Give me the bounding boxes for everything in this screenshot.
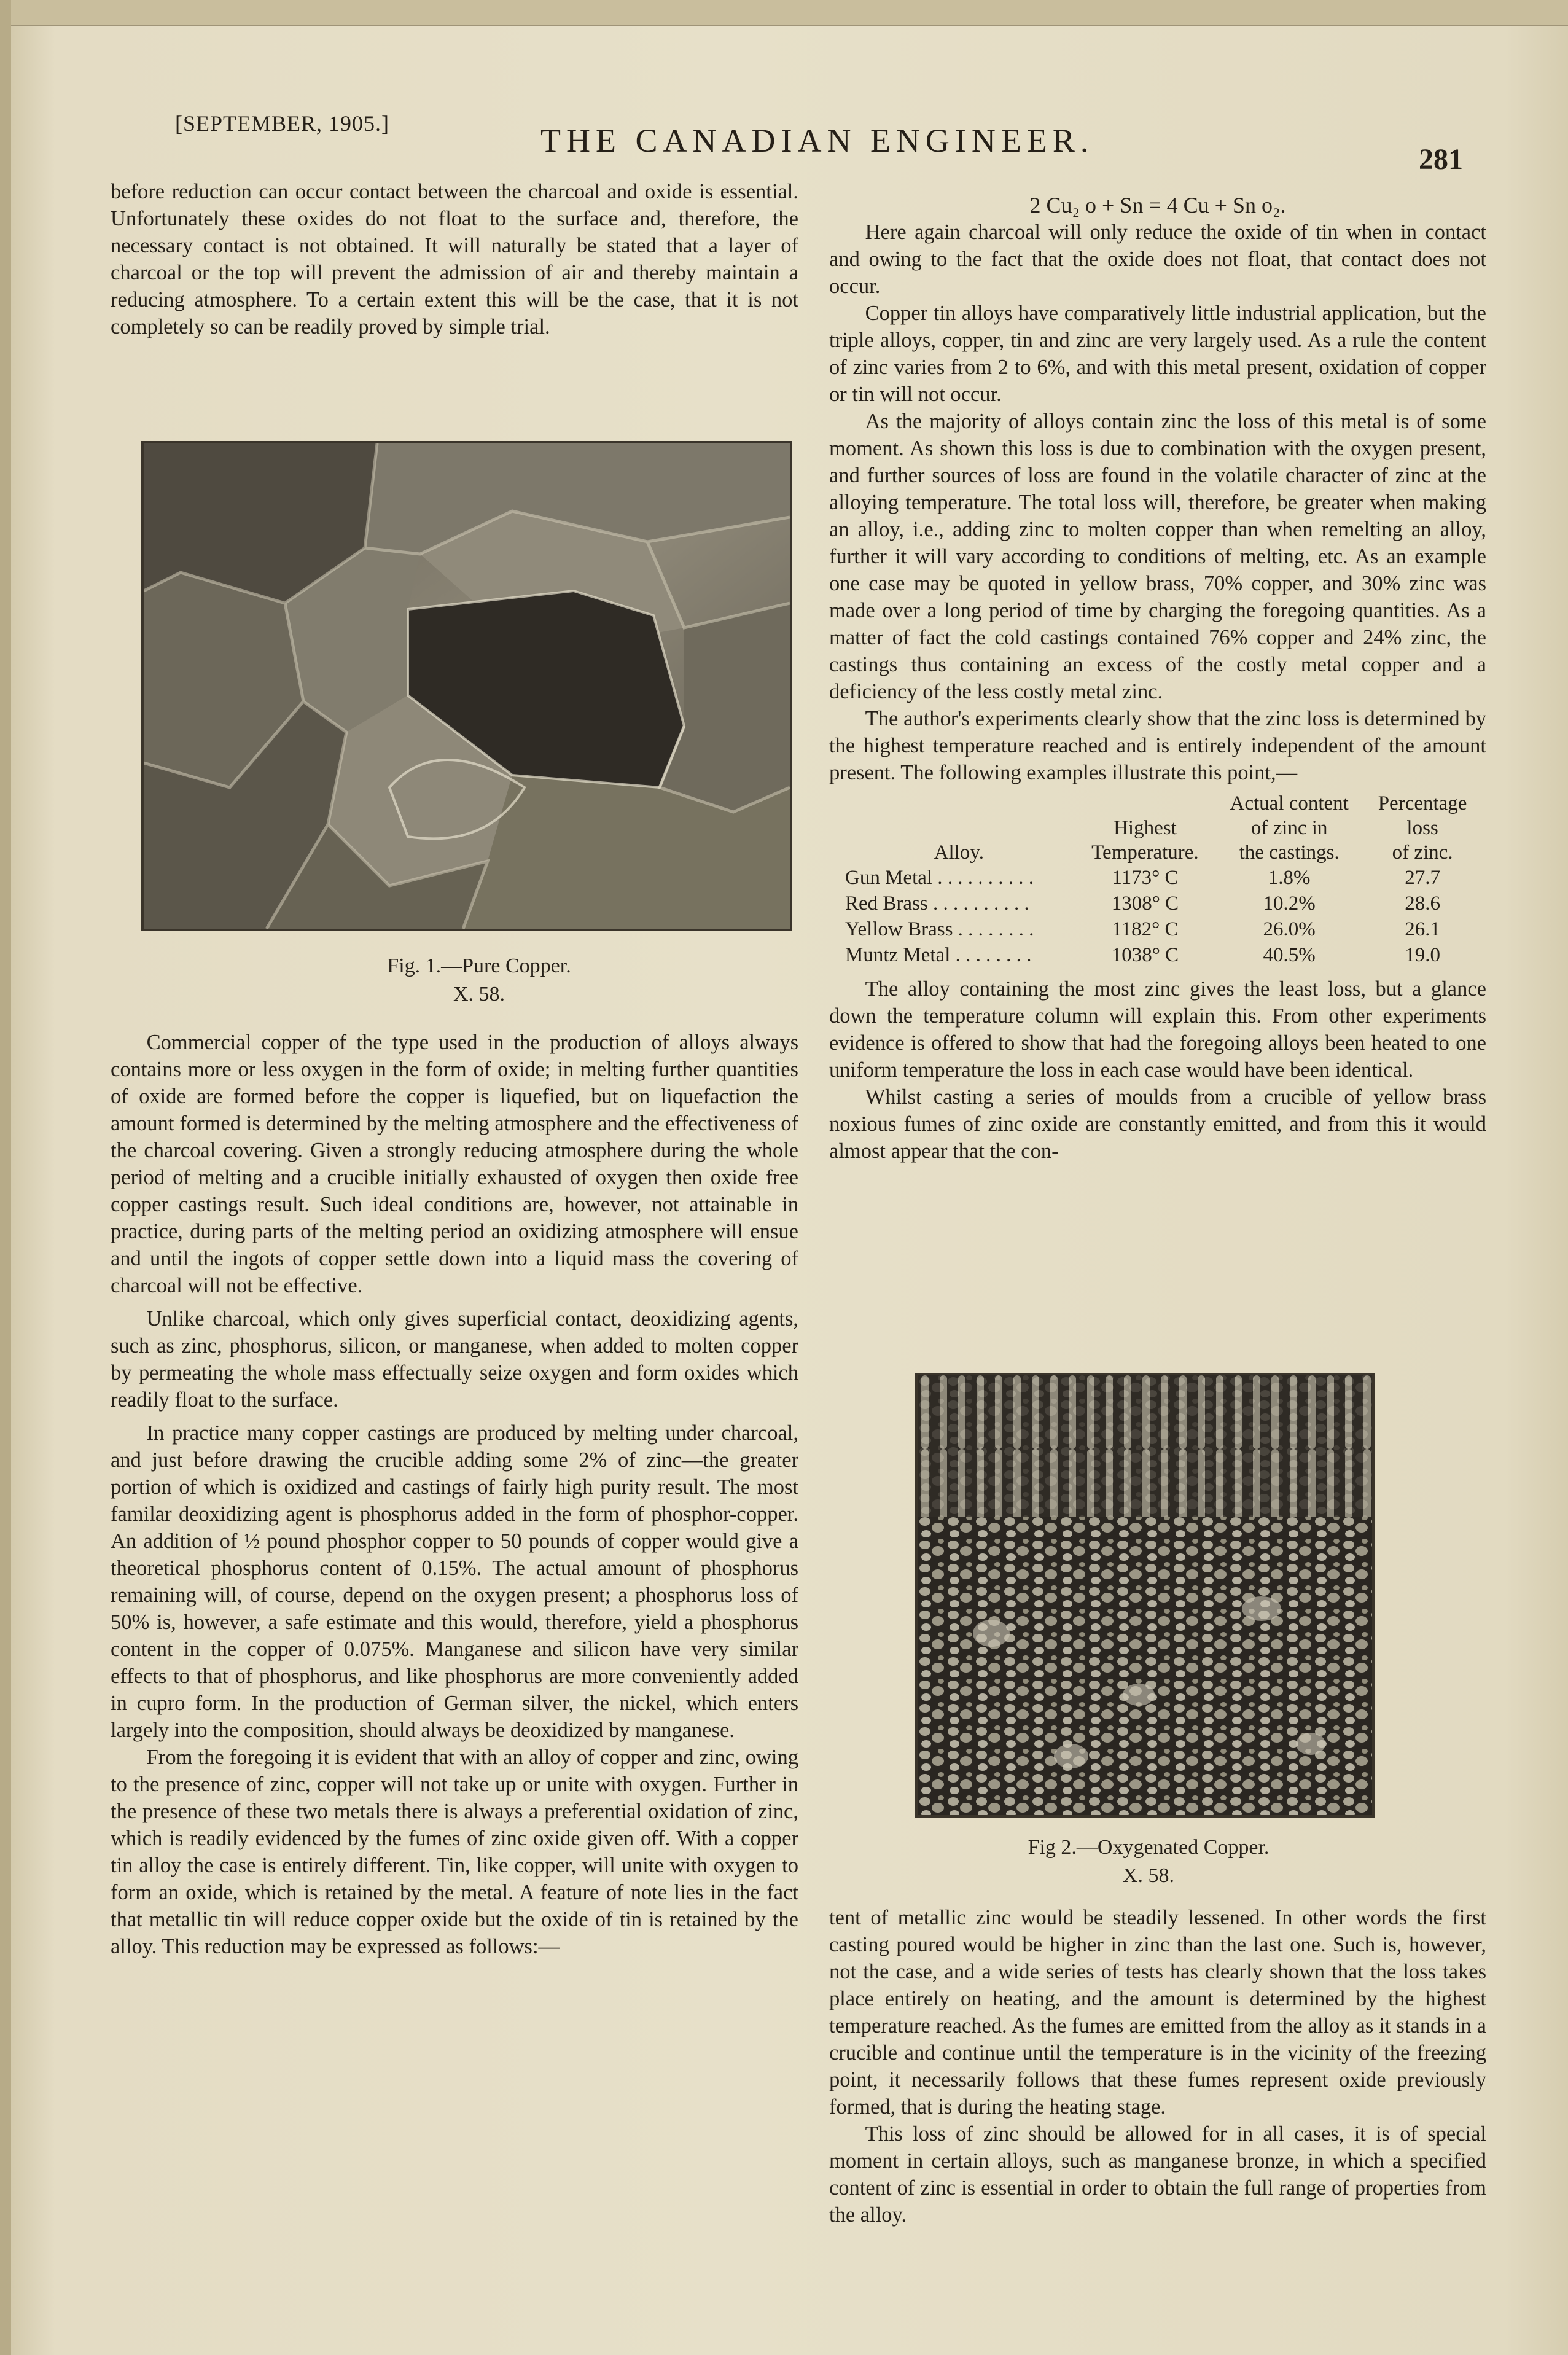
figure-pure-copper [141,441,792,931]
paragraph: Here again charcoal will only reduce the oxide of tin when in contact and owing to the fact that the oxide does not float, that contact does not occur. [829,221,1486,298]
left-column-body [111,1029,798,1960]
paragraph: The alloy containing the most zinc gives the least loss, but a glance down the temperature column will explain this. From other experiments evidence is offered to show that had the foregoing alloys been heated to one uniform temperature the loss in each case would have been identical. [829,977,1486,1082]
cell-temperature: 1173° C [1112,867,1179,889]
right-column-bottom [829,1904,1486,2228]
cell-temperature: 1038° C [1111,944,1179,966]
journal-title: THE CANADIAN ENGINEER. [540,122,1094,159]
paragraph: Unlike charcoal, which only gives superficial contact, deoxidizing agents, such as zinc, phosphorus, silicon, or manganese, when added to molten copper by permeating the whole mass effectually seize oxygen and form oxides which readily float to the surface. [111,1307,798,1412]
table-row [841,865,1480,891]
cell-zinc-loss: 28.6 [1405,892,1440,915]
paragraph: tent of metallic zinc would be steadily lessened. In other words the first casting poured would be higher in zinc than the last one. Such is, however, not the case, and a wide series of tests has clearly shown that the loss takes place entirely on heating, and the amount is determined by the highest temperature reached. As the fumes are emitted from the alloy as it stands in a crucible and continue until the temperature is in the vicinity of the freezing point, it necessarily follows that these fumes represent oxide previously formed, that is during the heating stage. [829,1906,1486,2119]
reduction-formula: 2 Cu₂ o + Sn = 4 Cu + Sn o₂. [1029,193,1286,217]
cell-alloy: Yellow Brass . . . . . . . . [845,918,1034,940]
paragraph: In practice many copper castings are produced by melting under charcoal, and just before drawing the crucible adding some 2% of zinc—the greater portion of which is oxidized and castings of fairly high purity result. The most familar deoxidizing agent is phosphorus added in the form of phosphor-copper. An addition of ½ pound phosphor copper to 50 pounds of copper would give a theoretical phosphorus content of 0.15%. The actual amount of phosphorus remaining will, of course, depend on the oxygen present; a phosphorus loss of 50% is, however, a safe estimate and this would, therefore, yield a phosphorus content in the copper of 0.075%. Manganese and silicon have very similar effects to that of phosphorus, and like phosphorus are more conveniently added in cupro form. In the production of German silver, the nickel, which enters largely into the composition, should always be deoxidized by manganese. [111,1421,798,1742]
paragraph: The author's experiments clearly show that the zinc loss is determined by the highest temperature reached and is entirely independent of the amount present. The following examples illustrate this point,— [829,707,1486,784]
figure-2-caption-magnification: X. 58. [1122,1864,1175,1887]
paragraph: From the foregoing it is evident that with an alloy of copper and zinc, owing to the presence of zinc, copper will not take up or unite with oxygen. Further in the presence of these two metals there is always a preferential oxidation of zinc, which is readily evidenced by the fumes of zinc oxide given off. With a copper tin alloy the case is entirely different. Tin, like copper, will unite with oxygen to form an oxide, which is retained by the metal. A feature of note lies in the fact that metallic tin will reduce copper oxide but the oxide of tin is retained by the alloy. This reduction may be expressed as follows:— [111,1746,798,1958]
table-row [841,891,1480,916]
figure-2-caption-title: Fig 2.—Oxygenated Copper. [1028,1836,1270,1859]
figure-2-caption [958,1834,1339,1890]
page-number: 281 [1419,143,1463,176]
alloy-zinc-loss-table [841,791,1480,968]
cell-alloy: Gun Metal . . . . . . . . . . [845,867,1034,889]
page-top-border [0,0,1568,26]
figure-1-caption-title: Fig. 1.—Pure Copper. [387,955,571,977]
table-row [841,942,1480,968]
cell-zinc-content: 40.5% [1263,944,1316,966]
table-header-row [841,791,1480,865]
cell-zinc-loss: 19.0 [1405,944,1440,966]
cell-zinc-loss: 26.1 [1405,918,1440,940]
cell-alloy: Muntz Metal . . . . . . . . [845,944,1032,966]
paragraph: Whilst casting a series of moulds from a crucible of yellow brass noxious fumes of zinc oxide are constantly emitted, and from this it would almost appear that the con- [829,1085,1486,1163]
col-header-zinc-loss: Percentage loss of zinc. [1378,792,1467,864]
micrograph-oxygenated-copper [918,1375,1372,1815]
cell-zinc-content: 1.8% [1268,867,1311,889]
col-header-zinc-content: Actual content of zinc in the castings. [1230,792,1349,864]
cell-alloy: Red Brass . . . . . . . . . . [845,892,1029,915]
paragraph: As the majority of alloys contain zinc the loss of this metal is of some moment. As shown this loss is due to combination with the oxygen present, and further sources of loss are found in the volatile character of zinc at the alloying temperature. The total loss will, therefore, be greater when making an alloy, i.e., adding zinc to molten copper than when remelting an alloy, further it will vary according to conditions of melting, etc. As an example one case may be quoted in yellow brass, 70% copper, and 30% zinc was made over a long period of time by charging the foregoing quantities. As a matter of fact the cold castings contained 76% copper and 24% zinc, the castings thus containing an excess of the costly metal copper and a deficiency of the less costly metal zinc. [829,410,1486,703]
paragraph: before reduction can occur contact between the charcoal and oxide is essential. Unfortunately these oxides do not float to the surface and, therefore, the necessary contact is not obtained. It will naturally be stated that a layer of charcoal or the top will prevent the admission of air and thereby maintain a reducing atmosphere. To a certain extent this will be the case, that it is not completely so can be readily proved by simple trial. [111,180,798,338]
cell-zinc-content: 10.2% [1263,892,1316,915]
paragraph: This loss of zinc should be allowed for in all cases, it is of special moment in certain alloys, such as manganese bronze, in which a specified content of zinc is essential in order to obtain the full range of properties from the alloy. [829,2122,1486,2227]
cell-zinc-content: 26.0% [1263,918,1316,940]
cell-temperature: 1308° C [1111,892,1179,915]
col-header-alloy: Alloy. [934,842,984,864]
header-date: [SEPTEMBER, 1905.] [175,111,390,136]
table-row [841,916,1480,942]
paragraph: Commercial copper of the type used in the production of alloys always contains more or less oxygen in the form of oxide; in melting further quantities of oxide are formed before the copper is liquefied, but on liquefaction the amount formed is determined by the melting atmosphere and the effectiveness of the charcoal covering. Given a strongly reducing atmosphere during the whole period of melting and a crucible initially exhausted of oxygen then oxide free copper castings result. Such ideal conditions are, however, not attainable in practice, during parts of the melting period an oxidizing atmosphere will ensue and until the ingots of copper settle down into a liquid mass the covering of charcoal will not be effective. [111,1031,798,1297]
right-column-top [829,192,1486,1165]
micrograph-pure-copper [144,443,790,929]
left-column-top [111,178,798,340]
col-header-temperature: Highest Temperature. [1091,817,1199,864]
cell-temperature: 1182° C [1112,918,1179,940]
cell-zinc-loss: 27.7 [1405,867,1440,889]
paragraph: Copper tin alloys have comparatively little industrial application, but the triple alloys, copper, tin and zinc are very largely used. As a rule the content of zinc varies from 2 to 6%, and with this metal present, oxidation of copper or tin will not occur. [829,302,1486,406]
figure-1-caption-magnification: X. 58. [453,983,505,1006]
binding-spine [0,0,11,2355]
figure-oxygenated-copper [915,1373,1375,1818]
figure-1-caption [295,952,663,1009]
